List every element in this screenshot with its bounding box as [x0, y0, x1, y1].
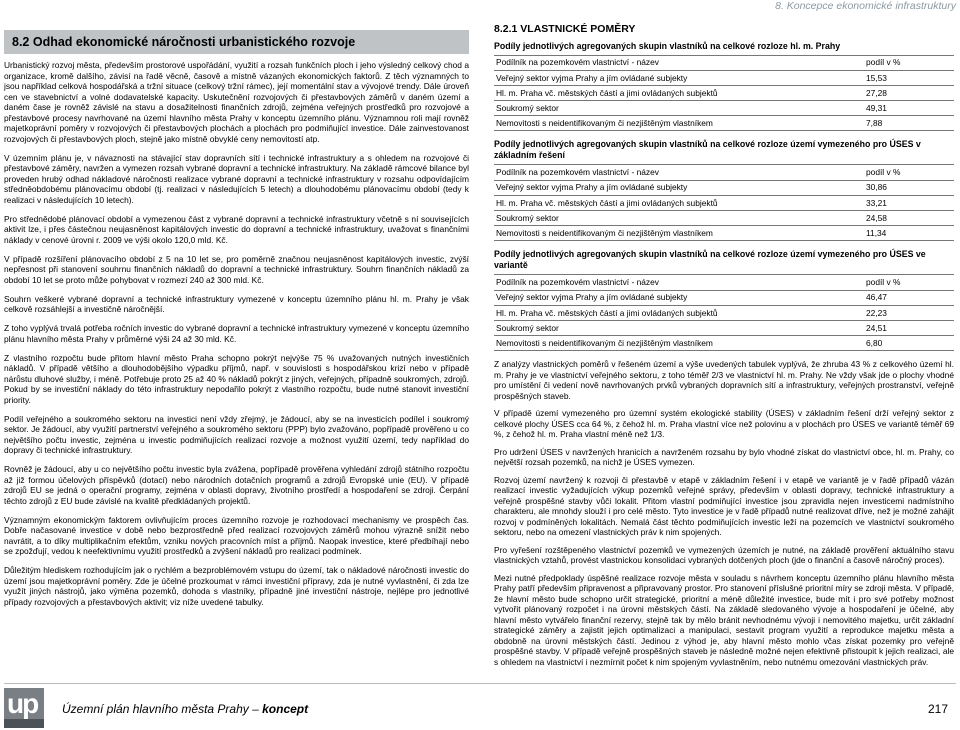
- row-value: 30,86: [862, 180, 954, 195]
- table-header-value: podíl v %: [862, 275, 954, 290]
- table-row: [494, 336, 954, 351]
- page-number: 217: [927, 702, 948, 716]
- table-title: Podíly jednotlivých agregovaných skupin vlastníků na celkové rozloze hl. m. Prahy: [494, 40, 841, 51]
- table-row: [494, 70, 954, 85]
- paragraph: Podíl veřejného a soukromého sektoru na investici není vždy zřejmý, je žádoucí, aby se na investicích podílel i soukromý sektor. Je žádoucí, aby využití partnerství veřejného a soukromého sektoru (PPP) bylo zvažováno, popřípadě prověřeno u co největšího počtu investic, zejména u investic podmiňujících realizaci rozvoje a možnost využití území, tedy například do dopravy či technické infrastruktury.: [4, 413, 469, 455]
- footer-title: [62, 702, 308, 716]
- up-logo: [4, 688, 44, 728]
- table-header-value: podíl v %: [862, 165, 954, 180]
- ownership-table: [494, 274, 954, 351]
- subsection-heading: 8.2.1 VLASTNICKÉ POMĚRY: [494, 23, 636, 35]
- row-value: 24,58: [862, 211, 954, 226]
- ownership-tables: [494, 41, 954, 352]
- table-header-row: [494, 165, 954, 180]
- footer-title-prefix: Územní plán hlavního města Prahy –: [62, 702, 263, 716]
- paragraph: Z vlastního rozpočtu bude přitom hlavní město Praha schopno pokrýt nejvýše 75 % uvažovaných nutných investičních nákladů. V případě většího a dlouhodobějšího výpadku příjmů, např. v souvislosti s hospodářskou krizí nebo v případě nárůstu dluhové služby, i méně. Potřebuje proto 25 až 40 % nákladů pokrýt z jiných, veřejných, případně soukromých, zdrojů. Pokud by se investiční náklady do této infrastruktury nepodařilo pokrýt z vlastního rozpočtu, bude nutné stanovit investiční priority.: [4, 352, 469, 405]
- row-label: Soukromý sektor: [494, 211, 862, 226]
- table-row: [494, 180, 954, 195]
- left-paragraphs: [4, 60, 469, 607]
- table-row: [494, 85, 954, 100]
- logo-strip: [4, 719, 44, 728]
- footer-title-bold: koncept: [262, 702, 309, 716]
- table-title: Podíly jednotlivých agregovaných skupin vlastníků na celkové rozloze území vymezeného pro ÚSES ve variantě: [494, 249, 926, 271]
- table-row: [494, 320, 954, 335]
- paragraph: Souhrn veškeré vybrané dopravní a technické infrastruktury vymezené v konceptu územního plánu hl. m. Prahy je však celkově rozsáhlejší a investičně náročnější.: [4, 293, 469, 314]
- table-row: [494, 305, 954, 320]
- logo-text: up: [7, 688, 38, 719]
- paragraph: Z toho vyplývá trvalá potřeba ročních investic do vybrané dopravní a technické infrastruktury vymezené v konceptu územního plánu hlavního města Prahy v průměrné výši 24 až 30 mld. Kč.: [4, 323, 469, 344]
- paragraph: Rovněž je žádoucí, aby u co největšího počtu investic byla zvážena, popřípadě prověřena vyhledání zdrojů státního rozpočtu až již formou účelových příspěvků (dotací) nebo národních dotačních programů a zdrojů Evropské unie (EU). V případě zdrojů EU se jedná o operační programy, zejména v oblasti dopravy, životního prostředí a hospodaření se zdroji. Čerpání těchto zdrojů z EU bude závislé na kvalitě předkládaných projektů.: [4, 464, 469, 506]
- row-label: Veřejný sektor vyjma Prahy a jím ovládané subjekty: [494, 70, 862, 85]
- row-value: 11,34: [862, 226, 954, 241]
- row-label: Hl. m. Praha vč. městských částí a jimi ovládaných subjektů: [494, 85, 862, 100]
- table-header-label: Podílník na pozemkovém vlastnictví - název: [494, 275, 862, 290]
- paragraph: Pro střednědobé plánovací období a vymezenou část z vybrané dopravní a technické infrastruktury včetně s ní souvisejících aktivit lze, i přes částečnou neujasněnost kapitálových investic do dopravní a technické infrastruktury, uvažovat s finančními náklady v cenové úrovni r. 2009 ve výši okolo 120,0 mld. Kč.: [4, 213, 469, 245]
- paragraph: V případě rozšíření plánovacího období z 5 na 10 let se, pro poměrně značnou neujasněnost kapitálových investic, zvýší nepřesnost při stanovení souhrnu finančních nákladů do dopravní a technické infrastruktury. Souhrn finančních nákladů za období 10 let se proto může pohybovat v rozmezí 240 až 300 mld. Kč.: [4, 253, 469, 285]
- paragraph: Významným ekonomickým faktorem ovlivňujícím proces územního rozvoje je rozhodovací mechanismy ve prospěch čas. Dobře načasované investice v době nebo bezprostředně před realizací rozvojových záměrů mohou výrazně snížit nebo navrátit, a to díky multiplikačním efektům, vzniku nových pracovních míst a příjmů. Naopak investice, které předbíhají nebo se zpožďují, vedou k neefektivnímu využití prostředků a zvýšení nákladů pro realizaci podmínek.: [4, 514, 469, 556]
- left-column: [4, 24, 469, 616]
- table-row: [494, 195, 954, 210]
- table-header-label: Podílník na pozemkovém vlastnictví - název: [494, 165, 862, 180]
- table-row: [494, 116, 954, 131]
- row-label: Soukromý sektor: [494, 101, 862, 116]
- paragraph: Z analýzy vlastnických poměrů v řešeném území a výše uvedených tabulek vyplývá, že zhruba 43 % z celkového území hl. m. Prahy je ve vlastnictví veřejného sektoru, z toho téměř 2/3 ve vlastnictví hl. m. Prahy. Ne vždy však jde o plochy vhodné pro umístění či vedení nově navrhovaných prvků vybraných dopravních sítí a infrastruktury, veřejných prostranství, veřejně prospěšných staveb.: [494, 359, 954, 401]
- table-row: [494, 101, 954, 116]
- paragraph: V případě území vymezeného pro územní systém ekologické stability (ÚSES) v základním řešení drží veřejný sektor z celkové plochy ÚSES cca 64 %, z čehož hl. m. Praha vlastní více než polovinu a v plochách pro ÚSES ve variantě téměř 69 %, z čehož hl. m. Praha vlastní méně než 1/3.: [494, 408, 954, 440]
- right-paragraphs: [494, 359, 954, 667]
- row-value: 33,21: [862, 195, 954, 210]
- paragraph: Urbanistický rozvoj města, především prostorové uspořádání, využití a rozsah funkčních ploch i jeho výsledný celkový chod a organizace, kromě dalšího, závisí na řadě věcně, časově a místně vázaných ekonomických faktorů. Z těch významných to jsou například celková hospodářská a tržní situace (celkový tržní rámec), její momentální stav a vývojové trendy. Dále úroveň cen ve stavebnictví a volné dodavatelské kapacity. Uskutečnění rozvojových či přestavbových záměrů v daném území a daném čase je rovněž závislé na stavu a dosažitelnosti finančních zdrojů, zejména veřejných prostředků pro rozvojové a přestavbové procesy navrhované na území hlavního města Prahy v konceptu územního plánu. Významnou roli mají rovněž majetkoprávní poměry v rozvojových či přestavbových plochách a plochách pro podmiňující investice. Dále zainvestovanost rozvojových či přestavbových ploch, stejně jako místně obvyklé ceny nemovitostí atp.: [4, 60, 469, 144]
- paragraph: V územním plánu je, v návaznosti na stávající stav dopravních sítí i technické infrastruktury a s ohledem na rozvojové či přestavbové záměry, navržen a vymezen rozsah vybrané dopravní a technické infrastruktury. Na základě rámcové bilance byl proveden hrubý odhad nákladové náročnosti realizace vybrané dopravní a technické infrastruktury v rozsahu odpovídajícím středněobdobému plánovacímu období (tj. realizaci v následujících 5 letech) a dlouhodobému plánovacímu období (tedy k realizaci v následujících 10 letech).: [4, 152, 469, 205]
- row-value: 24,51: [862, 320, 954, 335]
- row-label: Soukromý sektor: [494, 320, 862, 335]
- ownership-table: [494, 164, 954, 241]
- table-row: [494, 290, 954, 305]
- row-label: Hl. m. Praha vč. městských částí a jimi ovládaných subjektů: [494, 305, 862, 320]
- paragraph: Pro udržení ÚSES v navržených hranicích a navrženém rozsahu by bylo vhodné získat do vlastnictví obce, hl. m. Prahy, co největší rozsah pozemků, na nichž je ÚSES vymezen.: [494, 446, 954, 468]
- row-label: Nemovitosti s neidentifikovaným či nezjištěným vlastníkem: [494, 336, 862, 351]
- section-heading: 8.2 Odhad ekonomické náročnosti urbanistického rozvoje: [4, 30, 469, 54]
- paragraph: Důležitým hlediskem rozhodujícím jak o rychlém a bezproblémovém vstupu do území, tak o nákladové náročnosti investic do území jsou majetkoprávní poměry. Zde je účelné prozkoumat v rámci investiční přípravy, zda je nutné vyvlastnění, či zda lze využít jiných nástrojů, jako výměna pozemků, dohoda s vlastníky, případně jiné investiční nástroje, nejlépe pro jednotlivé případy rozvojových a přestavbových aktivit; viz níže uvedené tabulky.: [4, 565, 469, 607]
- row-label: Veřejný sektor vyjma Prahy a jím ovládané subjekty: [494, 180, 862, 195]
- chapter-header: 8. Koncepce ekonomické infrastruktury: [775, 0, 956, 12]
- row-label: Veřejný sektor vyjma Prahy a jím ovládané subjekty: [494, 290, 862, 305]
- row-value: 27,28: [862, 85, 954, 100]
- row-value: 15,53: [862, 70, 954, 85]
- table-title: Podíly jednotlivých agregovaných skupin vlastníků na celkové rozloze území vymezeného pro ÚSES v základním řešení: [494, 139, 921, 161]
- row-value: 46,47: [862, 290, 954, 305]
- row-value: 6,80: [862, 336, 954, 351]
- table-row: [494, 211, 954, 226]
- row-label: Hl. m. Praha vč. městských částí a jimi ovládaných subjektů: [494, 195, 862, 210]
- paragraph: Pro vyřešení rozštěpeného vlastnictví pozemků ve vymezených územích je nutné, na základě prověření aktuálního stavu vlastnických vztahů, provést vlastnickou konsolidaci vybraných dotčených ploch (jde o finanční a časově náročný proces).: [494, 544, 954, 566]
- row-value: 22,23: [862, 305, 954, 320]
- table-header-value: podíl v %: [862, 55, 954, 70]
- ownership-table: [494, 55, 954, 132]
- table-header-row: [494, 275, 954, 290]
- table-row: [494, 226, 954, 241]
- footer-divider: [4, 683, 956, 684]
- row-value: 49,31: [862, 101, 954, 116]
- right-column: [494, 24, 954, 674]
- table-header-label: Podílník na pozemkovém vlastnictví - název: [494, 55, 862, 70]
- row-label: Nemovitosti s neidentifikovaným či nezjištěným vlastníkem: [494, 226, 862, 241]
- row-label: Nemovitosti s neidentifikovaným či nezjištěným vlastníkem: [494, 116, 862, 131]
- row-value: 7,88: [862, 116, 954, 131]
- paragraph: Mezi nutné předpoklady úspěšné realizace rozvoje města v souladu s návrhem konceptu územního plánu hlavního města Prahy patří především připravenost a připravovaný prostor. Pro stanovení příslušné prioritní míry se zdroji města. V případě, že hlavní město bude schopno určit strategické, prioritní a méně důležité investice, bude mít i pro své potřeby možnost vytvořit plánovaný rozpočet i na úrovni městských částí. Na základě sledovaného vývoje a hospodaření je účelné, aby hlavní město vytvářelo finanční rezervy, stejně tak by mělo bránit nevhodnému vývoji i nemovitého majetku, určit základní strategické záměry a zajistit jejich optimalizaci a manipulaci, sestavit program využití a reprodukce majetku města a obdobně na úrovni městských částí. Jedinou z výhod je, aby hlavní město mohlo včas získat pozemky pro veřejně prospěšné stavby. V případě veřejně prospěšných staveb je následně možné nejen efektivně přistoupit k jejich realizaci, ale s ohledem na vlastnictví i nezmírnit počet k nim spojeným vyvlastněním, nebo nutnému omezování vlastnických práv.: [494, 572, 954, 667]
- table-header-row: [494, 55, 954, 70]
- paragraph: Rozvoj území navržený k rozvoji či přestavbě v etapě v základním řešení i v etapě ve variantě je v řadě případů vázán realizací investic vyžadujících výkup pozemků veřejné správy, především v oblasti dopravy, technické infrastruktury a veřejně prospěšné stavby vůči lokalit. Přitom vlastní podmiňující investice jsou zpravidla nejen investicemi nadmístního charakteru, ale mnohdy slouží i pro celé město. Tyto investice je v řadě případů nutné realizovat dříve, než je možné zahájit rozvoj v podmíněných lokalitách. Nemalá část těchto podmiňujících investic leží na pozemcích ve vlastnictví soukromého sektoru, nebo na omezení vlastnických práv k nim spojených.: [494, 474, 954, 538]
